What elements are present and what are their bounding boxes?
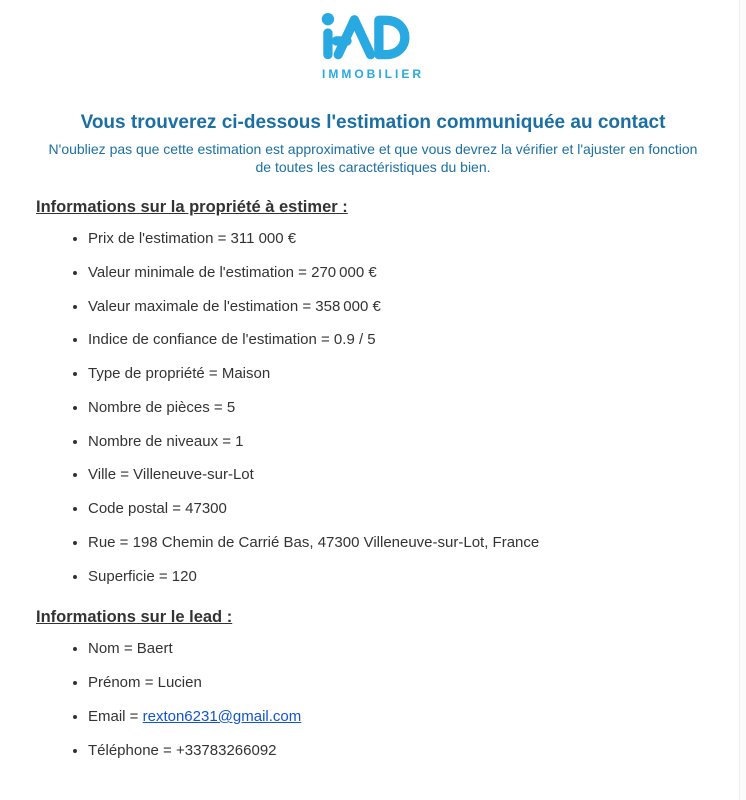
property-section: [36, 198, 710, 586]
property-item-postal-code: • Code postal = 47300: [88, 500, 710, 519]
estimation-title: Vous trouverez ci-dessous l'estimation communiquée au contact: [80, 112, 666, 133]
property-item-max-value: • Valeur maximale de l'estimation = 358 000 €: [88, 298, 710, 317]
lead-item-firstname: • Prénom = Lucien: [88, 674, 710, 693]
estimation-disclaimer: N'oubliez pas que cette estimation est approximative et que vous devrez la vérifier et l'ajuster en fonction de toutes les caractéristiques du bien.: [48, 140, 698, 175]
property-section-heading: Informations sur la propriété à estimer :: [36, 198, 348, 217]
property-item-price: • Prix de l'estimation = 311 000 €: [88, 230, 710, 249]
property-item-confidence: • Indice de confiance de l'estimation = 0.9 / 5: [88, 331, 710, 350]
email-link[interactable]: rexton6231@gmail.com: [142, 707, 302, 725]
property-item-rooms: • Nombre de pièces = 5: [88, 399, 710, 418]
iad-logo-icon: [321, 12, 425, 61]
lead-section: [36, 608, 710, 760]
property-item-type: • Type de propriété = Maison: [88, 365, 710, 384]
property-info-list: [36, 230, 710, 586]
property-item-city: • Ville = Villeneuve-sur-Lot: [88, 466, 710, 485]
lead-item-lastname: • Nom = Baert: [88, 640, 710, 659]
email-label: Email =: [88, 707, 143, 725]
brand-logo: [36, 12, 710, 81]
lead-item-phone: • Téléphone = +33783266092: [88, 742, 710, 761]
property-item-street: • Rue = 198 Chemin de Carrié Bas, 47300 Villeneuve-sur-Lot, France: [88, 534, 710, 553]
lead-item-email: [88, 708, 710, 727]
lead-section-heading: Informations sur le lead :: [36, 608, 233, 627]
logo-wordmark: IMMOBILIER: [322, 67, 424, 81]
property-item-levels: • Nombre de niveaux = 1: [88, 433, 710, 452]
lead-info-list: [36, 640, 710, 760]
property-item-min-value: • Valeur minimale de l'estimation = 270 000 €: [88, 264, 710, 283]
content-right-edge: [739, 0, 746, 800]
property-item-area: • Superficie = 120: [88, 568, 710, 587]
